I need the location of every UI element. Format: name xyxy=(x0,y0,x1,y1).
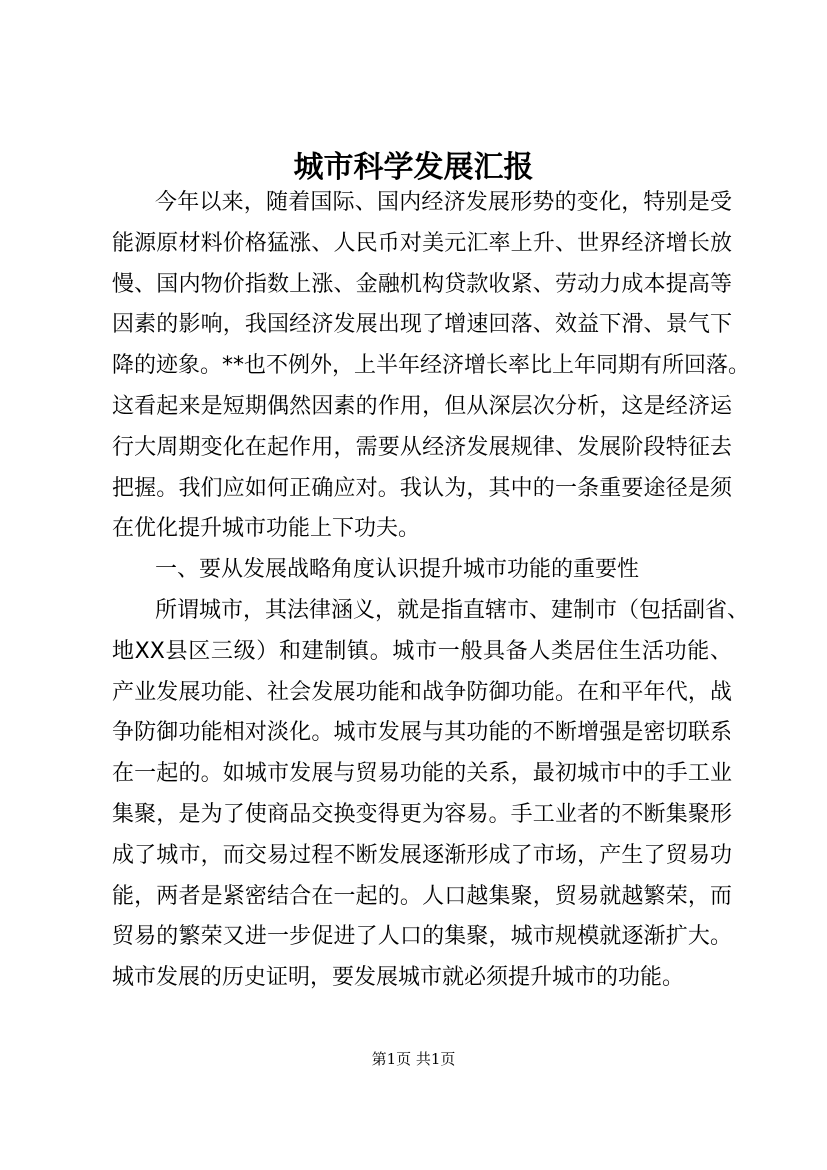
body-line: 因素的影响，我国经济发展出现了增速回落、效益下滑、景气下 xyxy=(112,312,732,337)
body-line: 慢、国内物价指数上涨、金融机构贷款收紧、劳动力成本提高等 xyxy=(112,272,732,297)
body-line: 行大周期变化在起作用，需要从经济发展规律、发展阶段特征去 xyxy=(112,435,732,460)
body-line: 把握。我们应如何正确应对。我认为，其中的一条重要途径是须 xyxy=(112,476,732,501)
body-line: 这看起来是短期偶然因素的作用，但从深层次分析，这是经济运 xyxy=(112,394,732,419)
body-line: 地XX县区三级）和建制镇。城市一般具备人类居住生活功能、 xyxy=(112,639,732,664)
body-line: 在一起的。如城市发展与贸易功能的关系，最初城市中的手工业 xyxy=(112,761,732,786)
body-line: 争防御功能相对淡化。城市发展与其功能的不断增强是密切联系 xyxy=(112,720,732,745)
body-line: 成了城市，而交易过程不断发展逐渐形成了市场，产生了贸易功 xyxy=(112,843,732,868)
document-title: 城市科学发展汇报 xyxy=(293,150,534,185)
section-heading: 一、要从发展战略角度认识提升城市功能的重要性 xyxy=(155,557,640,582)
body-line: 产业发展功能、社会发展功能和战争防御功能。在和平年代，战 xyxy=(112,680,732,705)
body-line: 能，两者是紧密结合在一起的。人口越集聚，贸易就越繁荣，而 xyxy=(112,884,732,909)
body-line: 降的迹象。**也不例外，上半年经济增长率比上年同期有所回落。 xyxy=(112,353,751,378)
body-line: 所谓城市，其法律涵义，就是指直辖市、建制市（包括副省、 xyxy=(155,598,750,623)
body-line: 今年以来，随着国际、国内经济发展形势的变化，特别是受 xyxy=(155,190,732,215)
body-line: 城市发展的历史证明，要发展城市就必须提升城市的功能。 xyxy=(112,965,685,990)
body-line: 贸易的繁荣又进一步促进了人口的集聚，城市规模就逐渐扩大。 xyxy=(112,924,732,949)
body-line: 在优化提升城市功能上下功夫。 xyxy=(112,516,421,541)
body-line: 能源原材料价格猛涨、人民币对美元汇率上升、世界经济增长放 xyxy=(112,231,732,256)
body-line: 集聚，是为了使商品交换变得更为容易。手工业者的不断集聚形 xyxy=(112,802,732,827)
page-number-footer: 第1页 共1页 xyxy=(371,1050,456,1068)
